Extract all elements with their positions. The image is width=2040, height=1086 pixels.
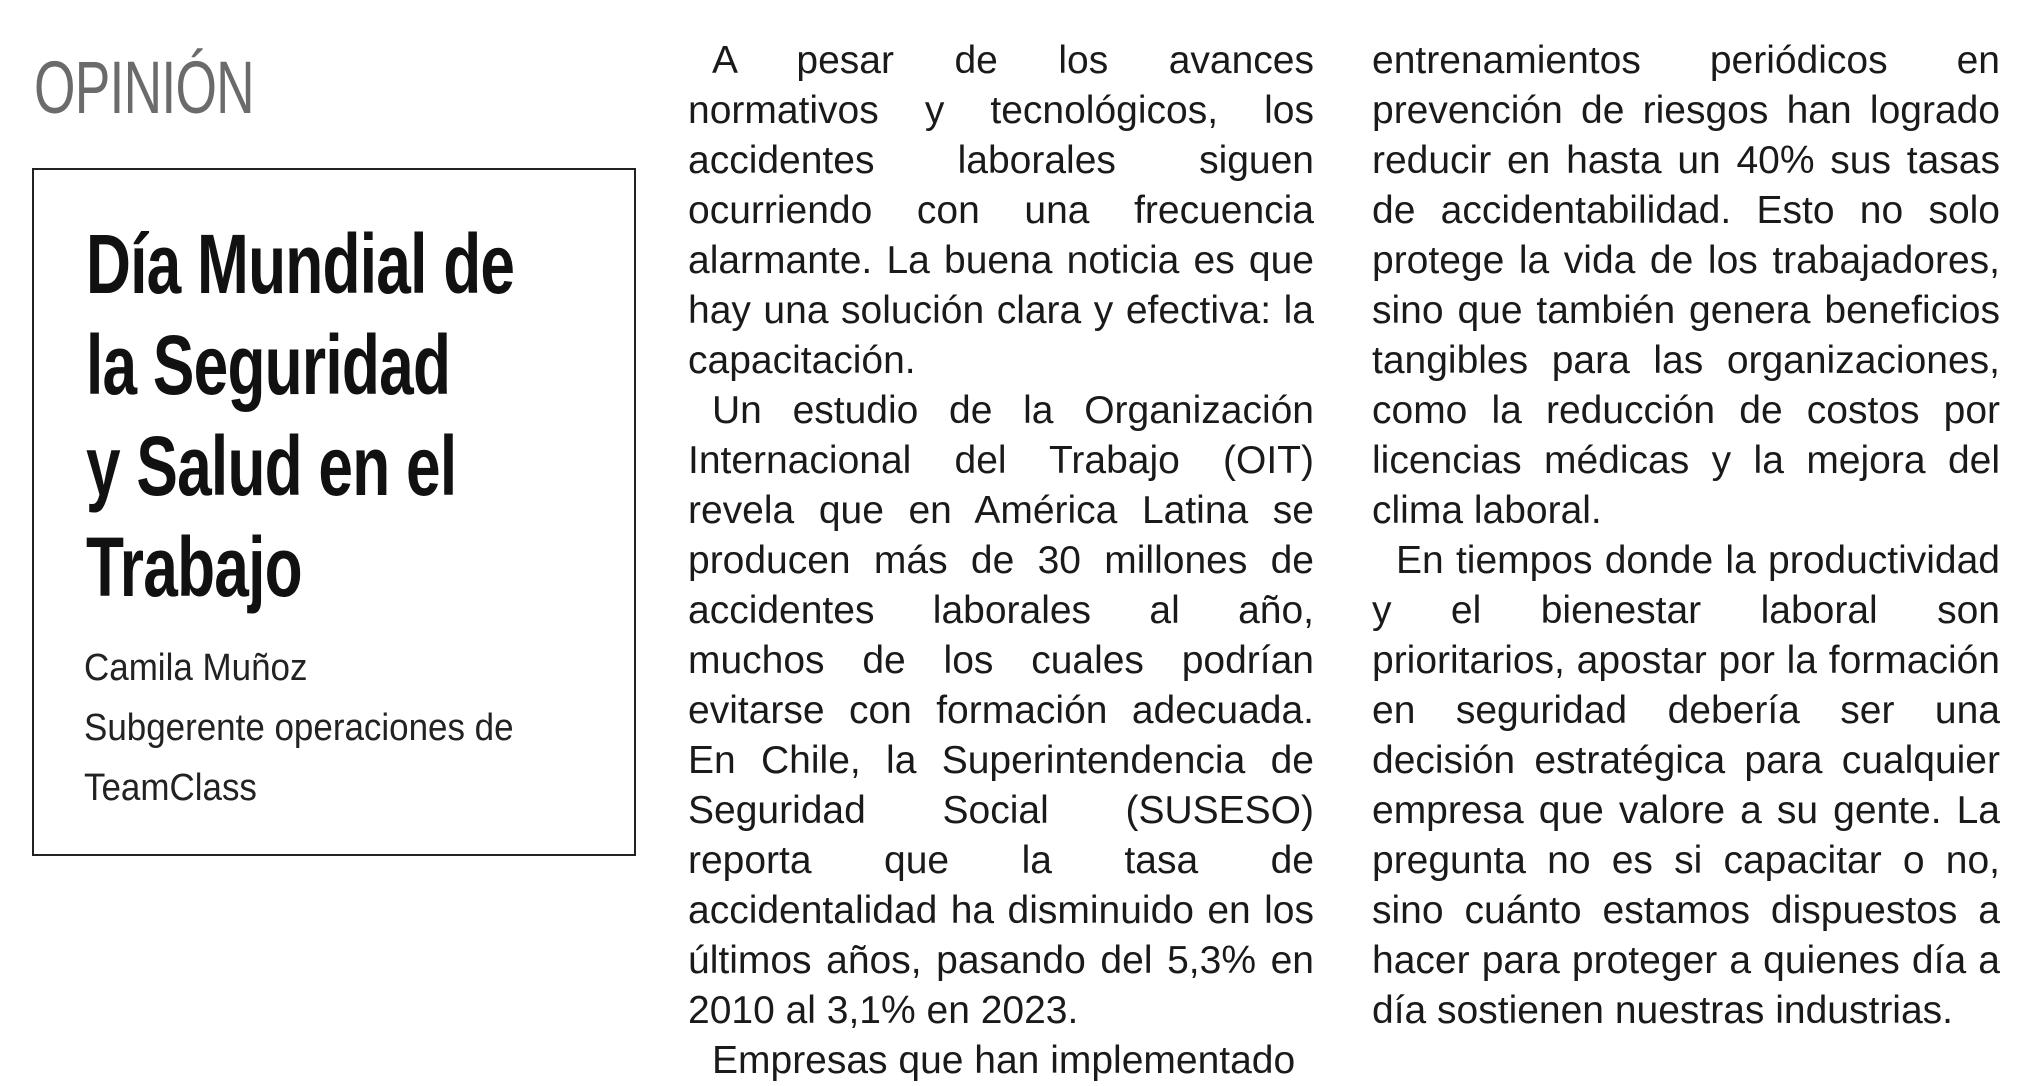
paragraph: entrenamientos periódicos en prevención de riesgos han logrado reducir en hasta un 40% sus tasas de accidentabilidad. Esto no solo protege la vida de los trabajadores, sino que también genera beneficios tangibles para las organizaciones, como la reducción de costos por licencias médicas y la mejora del clima laboral. <box>1372 39 2000 532</box>
paragraph: A pesar de los avances normativos y tecnológicos, los accidentes laborales siguen ocurriendo con una frecuencia alarmante. La buena noticia es que hay una solución clara y efectiva: la capacitación. <box>688 39 1314 382</box>
headline-line: y Salud en el <box>86 419 457 513</box>
paragraph: Un estudio de la Organización Internacional del Trabajo (OIT) revela que en América Latina se producen más de 30 millones de accidentes laborales al año, muchos de los cuales podrían evitarse con formación adecuada. En Chile, la Superintendencia de Seguridad Social (SUSESO) reporta que la tasa de accidentalidad ha disminuido en los últimos años, pasando del 5,3% en 2010 al 3,1% en 2023. <box>688 389 1314 1032</box>
author-company: TeamClass <box>84 767 257 809</box>
headline-line: Trabajo <box>86 520 302 614</box>
body-column-2 <box>1372 36 2000 1036</box>
article-headline <box>86 214 619 618</box>
author-name: Camila Muñoz <box>84 647 308 689</box>
author-role: Subgerente operaciones de <box>84 707 514 749</box>
paragraph: En tiempos donde la productividad y el bienestar laboral son prioritarios, apostar por la formación en seguridad debería ser una decisión estratégica para cualquier empresa que valore a su gente. La pregunta no es si capacitar o no, sino cuánto estamos dispuestos a hacer para proteger a quienes día a día sostienen nuestras industrias. <box>1372 539 2000 1032</box>
body-column-1 <box>688 36 1314 1086</box>
headline-box <box>32 168 636 856</box>
headline-line: la Seguridad <box>86 318 451 412</box>
headline-line: Día Mundial de <box>86 217 515 311</box>
byline <box>84 638 514 818</box>
section-label: OPINIÓN <box>34 46 254 129</box>
paragraph: Empresas que han implementado <box>712 1039 1296 1082</box>
